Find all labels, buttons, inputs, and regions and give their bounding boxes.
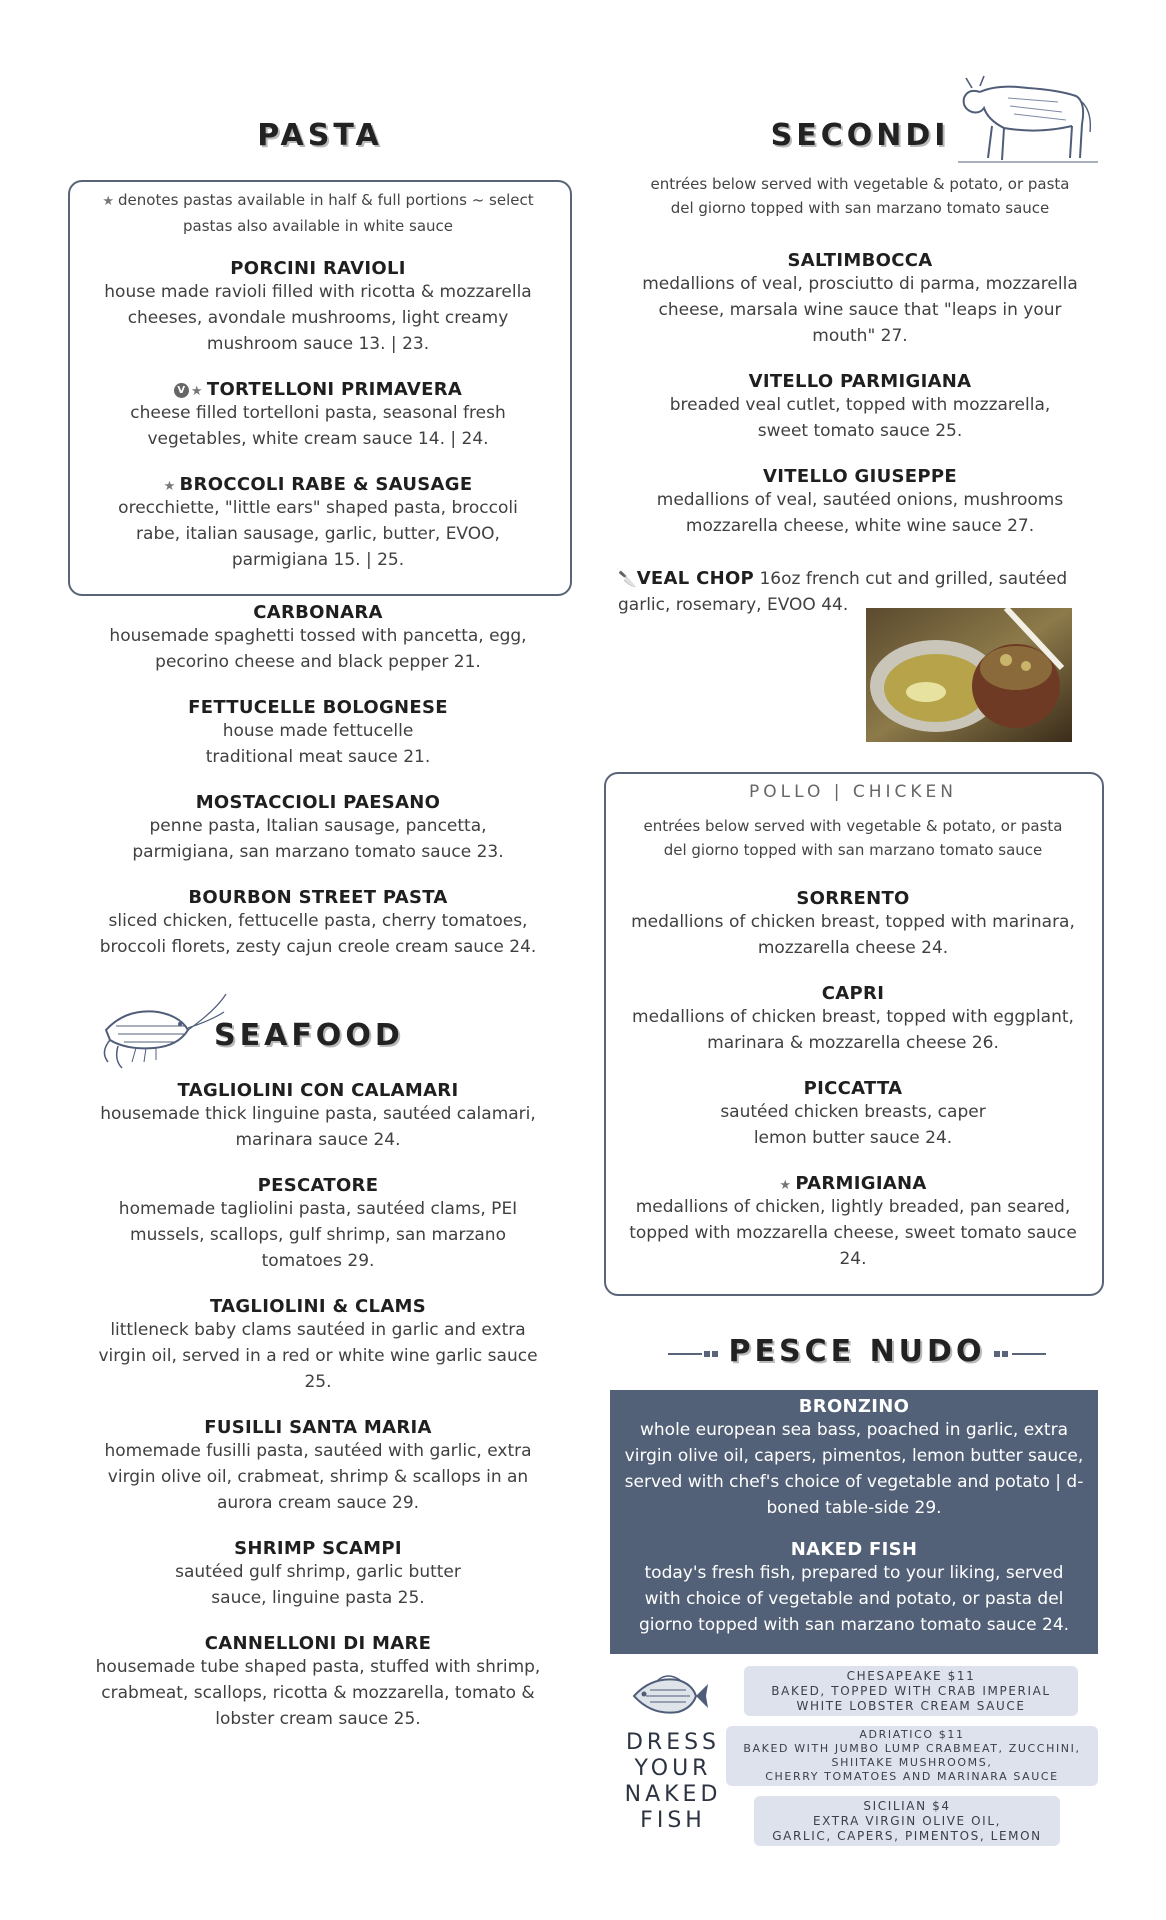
menu-item xyxy=(614,888,1092,961)
menu-item xyxy=(82,379,554,452)
option-chesapeake: CHESAPEAKE $11 BAKED, TOPPED WITH CRAB IMPERIAL WHITE LOBSTER CREAM SAUCE xyxy=(744,1666,1078,1716)
menu-item xyxy=(614,1078,1092,1151)
menu-item xyxy=(614,983,1092,1056)
pasta-list xyxy=(82,602,554,982)
item-desc: medallions of veal, sautéed onions, mushrooms mozzarella cheese, white wine sauce 27. xyxy=(656,490,1064,536)
vegetarian-icon: V xyxy=(174,383,189,398)
menu-item xyxy=(82,1417,554,1516)
menu-item xyxy=(82,1175,554,1274)
pesce-heading: PESCE NUDO xyxy=(728,1334,986,1369)
pesce-ornament-right xyxy=(1002,1351,1008,1357)
dress-your-naked-fish: DRESS YOUR NAKED FISH xyxy=(624,1730,722,1833)
star-icon: ★ xyxy=(163,479,176,494)
menu-item xyxy=(82,258,554,357)
item-name: CARBONARA xyxy=(253,602,383,623)
item-name: SORRENTO xyxy=(796,888,910,909)
item-desc: whole european sea bass, poached in garlic, extra virgin olive oil, capers, pimentos, lemon butter sauce, served with chef's choice of vegetable and potato | d-boned table-side 29. xyxy=(624,1420,1084,1518)
item-name: FUSILLI SANTA MARIA xyxy=(204,1417,432,1438)
item-name: BOURBON STREET PASTA xyxy=(188,887,448,908)
item-name: PICCATTA xyxy=(803,1078,903,1099)
pesce-ornament-left xyxy=(712,1351,718,1357)
item-desc: medallions of chicken, lightly breaded, pan seared, topped with mozzarella cheese, sweet tomato sauce 24. xyxy=(629,1197,1077,1269)
pesce-ornament-left xyxy=(704,1351,710,1357)
option-sicilian: SICILIAN $4 EXTRA VIRGIN OLIVE OIL, GARLIC, CAPERS, PIMENTOS, LEMON xyxy=(754,1796,1060,1846)
item-name: FETTUCELLE BOLOGNESE xyxy=(188,697,448,718)
menu-item xyxy=(624,1396,1084,1521)
item-name: SALTIMBOCCA xyxy=(787,250,933,271)
menu-item xyxy=(82,887,554,960)
menu-item xyxy=(82,1296,554,1395)
item-desc: housemade spaghetti tossed with pancetta, egg, pecorino cheese and black pepper 21. xyxy=(109,626,527,672)
item-name: PARMIGIANA xyxy=(795,1173,927,1194)
secondi-heading: SECONDI xyxy=(770,118,950,153)
item-desc: 16oz french cut and grilled, sautéed garlic, rosemary, EVOO 44. xyxy=(618,569,1068,615)
item-name: TAGLIOLINI & CLAMS xyxy=(209,1296,427,1317)
chef-knife-icon: 🔪 xyxy=(618,570,637,588)
item-desc: breaded veal cutlet, topped with mozzarella, sweet tomato sauce 25. xyxy=(669,395,1051,441)
fish-illustration xyxy=(628,1670,708,1720)
item-name: CAPRI xyxy=(821,983,885,1004)
item-desc: medallions of veal, prosciutto di parma, mozzarella cheese, marsala wine sauce that "leaps in your mouth" 27. xyxy=(642,274,1078,346)
secondi-note: entrées below served with vegetable & potato, or pasta del giorno topped with san marzano tomato sauce xyxy=(650,175,1070,217)
pollo-section xyxy=(614,782,1092,1294)
star-icon: ★ xyxy=(190,384,203,399)
menu-item xyxy=(620,250,1100,349)
item-desc: cheese filled tortelloni pasta, seasonal fresh vegetables, white cream sauce 14. | 24. xyxy=(130,403,506,449)
item-name: VITELLO GIUSEPPE xyxy=(763,466,957,487)
item-name: PESCATORE xyxy=(257,1175,379,1196)
pollo-note: entrées below served with vegetable & potato, or pasta del giorno topped with san marzano tomato sauce xyxy=(643,817,1063,859)
pesce-rule-right xyxy=(1012,1353,1046,1355)
menu-item xyxy=(620,466,1100,539)
pasta-heading: PASTA xyxy=(257,118,383,153)
menu-item xyxy=(624,1539,1084,1638)
menu-item xyxy=(82,792,554,865)
shrimp-illustration xyxy=(96,990,230,1074)
pasta-boxed-section xyxy=(82,188,554,595)
item-desc: littleneck baby clams sautéed in garlic and extra virgin oil, served in a red or white wine garlic sauce 25. xyxy=(98,1320,538,1392)
menu-item xyxy=(620,371,1100,444)
veal-chop-photo xyxy=(866,608,1072,742)
item-name: TORTELLONI PRIMAVERA xyxy=(206,379,463,400)
item-desc: house made fettucelle traditional meat sauce 21. xyxy=(205,721,431,767)
star-icon: ★ xyxy=(779,1178,792,1193)
pesce-box xyxy=(610,1390,1098,1654)
menu-item xyxy=(82,474,554,573)
item-desc: sautéed chicken breasts, caper lemon butter sauce 24. xyxy=(720,1102,986,1148)
menu-item xyxy=(82,602,554,675)
menu-item xyxy=(82,1080,554,1153)
secondi-list xyxy=(620,172,1100,561)
menu-item xyxy=(82,1633,554,1732)
pesce-ornament-right xyxy=(994,1351,1000,1357)
item-name: SHRIMP SCAMPI xyxy=(234,1538,402,1559)
star-icon: ★ xyxy=(102,194,115,209)
item-desc: penne pasta, Italian sausage, pancetta, parmigiana, san marzano tomato sauce 23. xyxy=(132,816,504,862)
menu-item xyxy=(82,1538,554,1611)
item-name: PORCINI RAVIOLI xyxy=(230,258,406,279)
item-desc: sliced chicken, fettucelle pasta, cherry tomatoes, broccoli florets, zesty cajun creole cream sauce 24. xyxy=(99,911,537,957)
pasta-note: ★ denotes pastas available in half & full portions ~ select pastas also available in white sauce xyxy=(102,191,534,235)
seafood-heading: SEAFOOD xyxy=(214,1018,404,1053)
menu-item xyxy=(82,697,554,770)
item-desc: homemade tagliolini pasta, sautéed clams, PEI mussels, scallops, gulf shrimp, san marzano tomatoes 29. xyxy=(118,1199,518,1271)
pollo-heading: POLLO | CHICKEN xyxy=(748,782,958,802)
item-name: BROCCOLI RABE & SAUSAGE xyxy=(179,474,473,495)
item-desc: house made ravioli filled with ricotta & mozzarella cheeses, avondale mushrooms, light creamy mushroom sauce 13. | 23. xyxy=(104,282,532,354)
option-adriatico: ADRIATICO $11 BAKED WITH JUMBO LUMP CRABMEAT, ZUCCHINI, SHIITAKE MUSHROOMS, CHERRY TOMATOES AND MARINARA SAUCE xyxy=(726,1726,1098,1786)
item-desc: sautéed gulf shrimp, garlic butter sauce, linguine pasta 25. xyxy=(175,1562,461,1608)
item-desc: orecchiette, "little ears" shaped pasta, broccoli rabe, italian sausage, garlic, butter, EVOO, parmigiana 15. | 25. xyxy=(118,498,518,570)
item-name: BRONZINO xyxy=(798,1396,910,1417)
item-name: CANNELLONI DI MARE xyxy=(204,1633,432,1654)
item-name: NAKED FISH xyxy=(790,1539,918,1560)
item-desc: today's fresh fish, prepared to your liking, served with choice of vegetable and potato, or pasta del giorno topped with san marzano tomato sauce 24. xyxy=(638,1563,1070,1635)
pesce-rule-left xyxy=(668,1353,702,1355)
item-desc: housemade thick linguine pasta, sautéed calamari, marinara sauce 24. xyxy=(100,1104,536,1150)
item-name: TAGLIOLINI CON CALAMARI xyxy=(177,1080,459,1101)
item-desc: homemade fusilli pasta, sautéed with garlic, extra virgin olive oil, crabmeat, shrimp & scallops in an aurora cream sauce 29. xyxy=(104,1441,532,1513)
seafood-list xyxy=(82,1080,554,1754)
item-desc: medallions of chicken breast, topped with marinara, mozzarella cheese 24. xyxy=(631,912,1075,958)
item-name: VEAL CHOP xyxy=(636,568,755,589)
item-name: VITELLO PARMIGIANA xyxy=(748,371,972,392)
item-name: MOSTACCIOLI PAESANO xyxy=(195,792,441,813)
menu-item xyxy=(614,1173,1092,1272)
item-desc: housemade tube shaped pasta, stuffed with shrimp, crabmeat, scallops, ricotta & mozzarella, tomato & lobster cream sauce 25. xyxy=(95,1657,541,1729)
item-desc: medallions of chicken breast, topped with eggplant, marinara & mozzarella cheese 26. xyxy=(632,1007,1074,1053)
